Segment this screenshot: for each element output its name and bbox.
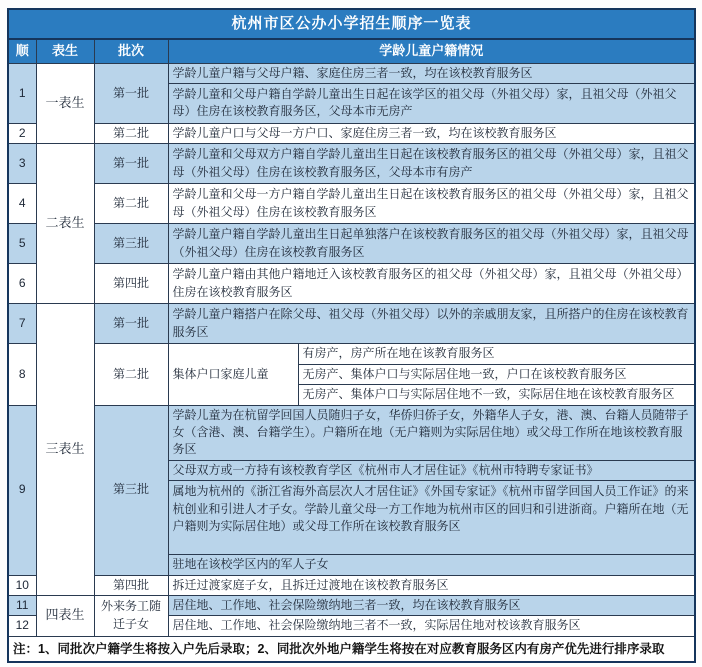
row-subtext: 属地为杭州的《浙江省海外高层次人才居住证》《外国专家证》《杭州市留学回国人员工作证》的来杭创业和引进人才子女。学龄儿童父母一方工作地为杭州市区的回归和引进浙商。户籍所在地（无户籍则为实际居住地）或父母工作所在该校教育服务区	[168, 481, 695, 555]
col-header-order: 顺	[8, 39, 36, 63]
row-text: 学龄儿童户口与父母一方户口、家庭住房三者一致，均在该校教育服务区	[168, 123, 695, 143]
row-subtext: 父母双方或一方持有该校教育学区《杭州市人才居住证》《杭州市特聘专家证书》	[168, 460, 695, 480]
row-text: 学龄儿童户籍与父母户籍、家庭住房三者一致，均在该校教育服务区	[168, 63, 695, 83]
row-text: 居住地、工作地、社会保险缴纳地三者一致，均在该校教育服务区	[168, 595, 695, 615]
row-text: 学龄儿童和父母双方户籍自学龄儿童出生日起在该校教育服务区的祖父母（外祖父母）家，且祖父母（外祖父母）住房在该校教育服务区，父母本市有房产	[168, 144, 695, 184]
group-label-4: 四表生	[36, 595, 94, 636]
row-batch: 第一批	[94, 304, 168, 344]
row-batch: 第二批	[94, 344, 168, 405]
row-text: 拆迁过渡家庭子女，且拆迁过渡地在该校教育服务区	[168, 575, 695, 595]
table-title: 杭州市区公办小学招生顺序一览表	[8, 9, 695, 39]
row-order: 7	[8, 304, 36, 344]
row-batch: 第二批	[94, 123, 168, 143]
row-batch: 第四批	[94, 575, 168, 595]
enrollment-order-table	[7, 8, 696, 663]
footnote: 注：1、同批次户籍学生将按入户先后录取；2、同批次外地户籍学生将按在对应教育服务区内有房产优先进行排序录取	[8, 636, 695, 662]
row-subtext: 无房产、集体户口与实际居住地不一致，实际居住地在该校教育服务区	[298, 385, 695, 405]
row-subtext: 学龄儿童为在杭留学回国人员随归子女，华侨归侨子女，外籍华人子女，港、澳、台籍人员随带子女（含港、澳、台籍学生）。户籍所在地（无户籍则为实际居住地）或父母工作所在地该校教育服务区	[168, 405, 695, 460]
group-label-1: 一表生	[36, 63, 94, 144]
row-batch: 第四批	[94, 264, 168, 304]
row-order: 8	[8, 344, 36, 405]
row-subtext: 驻地在该校学区内的军人子女	[168, 555, 695, 575]
row-text: 学龄儿童户籍自学龄儿童出生日起单独落户在该校教育服务区的祖父母（外祖父母）家，且祖父母（外祖父母）住房在该校教育服务区	[168, 224, 695, 264]
col-header-biaosheng: 表生	[36, 39, 94, 63]
row-order: 1	[8, 63, 36, 123]
group-label-3: 三表生	[36, 304, 94, 596]
row-order: 6	[8, 264, 36, 304]
row-order: 11	[8, 595, 36, 615]
row-order: 9	[8, 405, 36, 575]
group-label-2: 二表生	[36, 144, 94, 304]
row-subtext: 无房产、集体户口与实际居住地一致，户口在该校教育服务区	[298, 364, 695, 384]
row-subgroup-label: 集体户口家庭儿童	[168, 344, 298, 405]
col-header-batch: 批次	[94, 39, 168, 63]
row-batch: 第一批	[94, 63, 168, 123]
row-text: 学龄儿童和父母一方户籍自学龄儿童出生日起在该校教育服务区的祖父母（外祖父母）家，且祖父母（外祖父母）住房在该校教育服务区	[168, 184, 695, 224]
row-text: 居住地、工作地、社会保险缴纳地三者不一致，实际居住地对校该教育服务区	[168, 616, 695, 636]
row-batch: 第一批	[94, 144, 168, 184]
row-text: 学龄儿童户籍搭户在除父母、祖父母（外祖父母）以外的亲戚朋友家，且所搭户的住房在该校教育服务区	[168, 304, 695, 344]
col-header-situation: 学龄儿童户籍情况	[168, 39, 695, 63]
row-batch: 第三批	[94, 405, 168, 575]
row-text: 学龄儿童户籍由其他户籍地迁入该校教育服务区的祖父母（外祖父母）家，且祖父母（外祖父母）住房在该校教育服务区	[168, 264, 695, 304]
row-order: 5	[8, 224, 36, 264]
row-order: 10	[8, 575, 36, 595]
row-text: 学龄儿童和父母户籍自学龄儿童出生日起在该学区的祖父母（外祖父母）家，且祖父母（外祖父母）住房在该校教育服务区，父母本市无房产	[168, 83, 695, 123]
row-order: 12	[8, 616, 36, 636]
row-order: 2	[8, 123, 36, 143]
row-batch: 第三批	[94, 224, 168, 264]
row-batch: 第二批	[94, 184, 168, 224]
row-batch-label: 外来务工随迁子女	[94, 595, 168, 636]
row-order: 4	[8, 184, 36, 224]
row-subtext: 有房产，房产所在地在该教育服务区	[298, 344, 695, 364]
row-order: 3	[8, 144, 36, 184]
